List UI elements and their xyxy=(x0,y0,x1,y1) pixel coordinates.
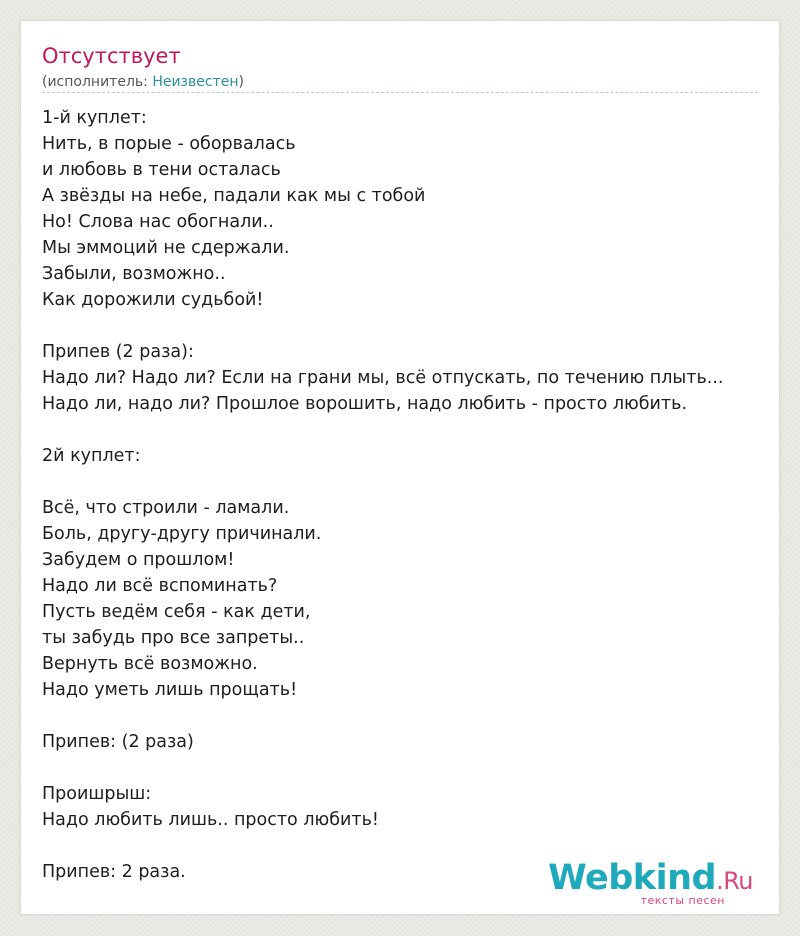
lyric-line: Боль, другу-другу причинали. xyxy=(42,524,322,544)
lyric-line: Надо ли, надо ли? Прошлое ворошить, надо любить - просто любить. xyxy=(42,394,688,414)
lyric-line: Как дорожили судьбой! xyxy=(42,290,264,310)
lyric-line: и любовь в тени осталась xyxy=(42,160,281,180)
lyric-line: Надо ли? Надо ли? Если на грани мы, всё отпускать, по течению плыть... xyxy=(42,368,724,388)
song-title: Отсутствует xyxy=(42,44,181,68)
lyric-line: Надо уметь лишь прощать! xyxy=(42,680,298,700)
header-divider xyxy=(42,92,758,93)
logo-name: Webkind xyxy=(548,858,717,898)
site-logo[interactable] xyxy=(548,860,753,906)
lyric-line: Забудем о прошлом! xyxy=(42,550,235,570)
lyric-line: Мы эммоций не сдержали. xyxy=(42,238,290,258)
artist-link[interactable]: Неизвестен xyxy=(152,74,239,90)
lyric-blank-line xyxy=(42,755,762,781)
lyric-line: 2й куплет: xyxy=(42,446,141,466)
lyric-line: Припев: (2 раза) xyxy=(42,732,194,752)
lyric-line: Надо ли всё вспоминать? xyxy=(42,576,278,596)
lyric-blank-line xyxy=(42,469,762,495)
lyric-line: Пусть ведём себя - как дети, xyxy=(42,602,311,622)
artist-suffix: ) xyxy=(238,74,244,90)
artist-line xyxy=(42,73,244,91)
lyric-blank-line xyxy=(42,833,762,859)
lyric-line: Надо любить лишь.. просто любить! xyxy=(42,810,379,830)
lyric-line: Но! Слова нас обогнали.. xyxy=(42,212,274,232)
lyric-line: Всё, что строили - ламали. xyxy=(42,498,290,518)
logo-tld: .Ru xyxy=(716,867,753,895)
lyric-line: Припев: 2 раза. xyxy=(42,862,186,882)
lyric-line: 1-й куплет: xyxy=(42,108,147,128)
artist-prefix: (исполнитель: xyxy=(42,74,153,90)
lyric-blank-line xyxy=(42,417,762,443)
lyric-line: Проишрыш: xyxy=(42,784,152,804)
lyric-line: А звёзды на небе, падали как мы с тобой xyxy=(42,186,426,206)
lyric-blank-line xyxy=(42,313,762,339)
lyric-line: Нить, в порые - оборвалась xyxy=(42,134,296,154)
lyric-line: Вернуть всё возможно. xyxy=(42,654,258,674)
lyric-blank-line xyxy=(42,703,762,729)
lyric-line: ты забудь про все запреты.. xyxy=(42,628,305,648)
logo-tagline: тексты песен xyxy=(640,894,725,907)
lyrics-card xyxy=(20,20,780,915)
lyrics-text xyxy=(42,105,762,885)
lyric-line: Припев (2 раза): xyxy=(42,342,194,362)
lyric-line: Забыли, возможно.. xyxy=(42,264,226,284)
